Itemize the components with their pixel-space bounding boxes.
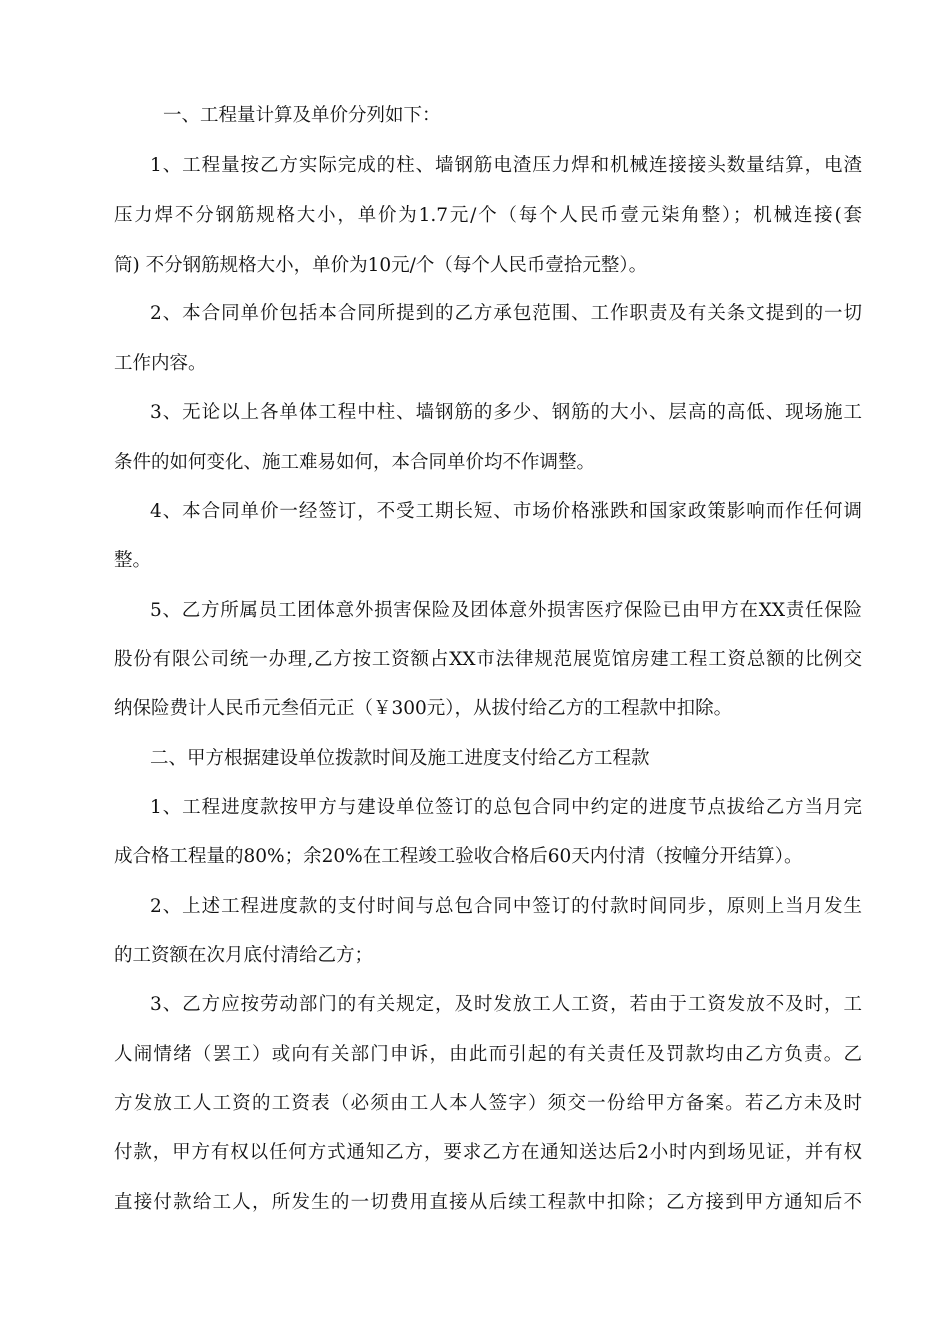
section-heading-1: 一、工程量计算及单价分列如下： <box>163 105 441 126</box>
paragraph-line: 人闹情绪（罢工）或向有关部门申诉，由此而引起的有关责任及罚款均由乙方负责。乙 <box>114 1044 862 1065</box>
paragraph-line: 4、本合同单价一经签订，不受工期长短、市场价格涨跌和国家政策影响而作任何调 <box>150 501 862 522</box>
paragraph-line: 整。 <box>114 550 152 571</box>
paragraph-line: 1、工程量按乙方实际完成的柱、墙钢筋电渣压力焊和机械连接接头数量结算，电渣 <box>150 155 862 176</box>
paragraph-line: 直接付款给工人，所发生的一切费用直接从后续工程款中扣除；乙方接到甲方通知后不 <box>114 1192 862 1213</box>
paragraph-line: 筒) 不分钢筋规格大小，单价为10元/个（每个人民币壹拾元整）。 <box>114 255 648 276</box>
paragraph-line: 2、上述工程进度款的支付时间与总包合同中签订的付款时间同步，原则上当月发生 <box>150 896 862 917</box>
paragraph-line: 纳保险费计人民币元叁佰元正（￥300元），从拔付给乙方的工程款中扣除。 <box>114 698 733 719</box>
paragraph-line: 压力焊不分钢筋规格大小，单价为1.7元/个（每个人民币壹元柒角整）；机械连接(套 <box>114 205 862 226</box>
paragraph-line: 3、乙方应按劳动部门的有关规定，及时发放工人工资，若由于工资发放不及时，工 <box>150 994 862 1015</box>
paragraph-line: 方发放工人工资的工资表（必须由工人本人签字）须交一份给甲方备案。若乙方未及时 <box>114 1093 862 1114</box>
paragraph-line: 的工资额在次月底付清给乙方； <box>114 945 374 966</box>
paragraph-line: 付款，甲方有权以任何方式通知乙方，要求乙方在通知送达后2小时内到场见证，并有权 <box>114 1142 862 1163</box>
paragraph-line: 工作内容。 <box>114 353 207 374</box>
paragraph-line: 3、无论以上各单体工程中柱、墙钢筋的多少、钢筋的大小、层高的高低、现场施工 <box>150 402 862 423</box>
paragraph-line: 股份有限公司统一办理,乙方按工资额占XX市法律规范展览馆房建工程工资总额的比例交 <box>114 649 862 670</box>
paragraph-line: 2、本合同单价包括本合同所提到的乙方承包范围、工作职责及有关条文提到的一切 <box>150 303 862 324</box>
paragraph-line: 条件的如何变化、施工难易如何，本合同单价均不作调整。 <box>114 452 596 473</box>
paragraph-line: 1、工程进度款按甲方与建设单位签订的总包合同中约定的进度节点拔给乙方当月完 <box>150 797 862 818</box>
paragraph-line: 成合格工程量的80%；余20%在工程竣工验收合格后60天内付清（按幢分开结算）。 <box>114 846 803 867</box>
section-heading-2: 二、甲方根据建设单位拨款时间及施工进度支付给乙方工程款 <box>150 748 650 769</box>
paragraph-line: 5、乙方所属员工团体意外损害保险及团体意外损害医疗保险已由甲方在XX责任保险 <box>150 600 862 621</box>
